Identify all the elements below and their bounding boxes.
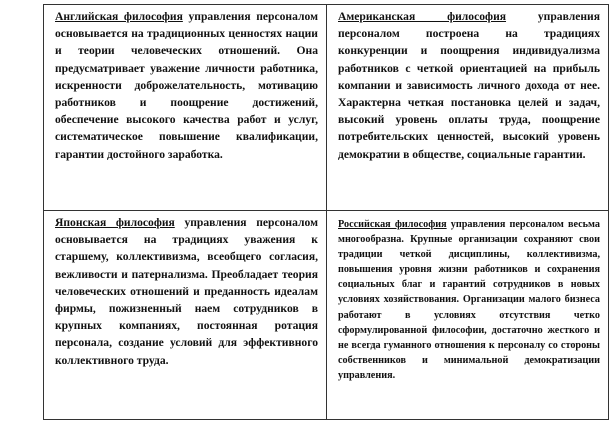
- table-cell-american: [327, 5, 608, 211]
- philosophy-table: [43, 4, 609, 420]
- cell-text: управления персоналом основывается на традиционных ценностях нации и теории человеческих отношений. Она предусматривает уважение личности работника, искренности доброжелательность, мотивацию работников и поощрение достижений, обеспечение высокого качества работ и услуг, систематическое повышение квалификации, гарантии достойного заработка.: [55, 10, 318, 161]
- cell-text: управления персоналом весьма многообразна. Крупные организации сохраняют свои традиции четкой дисциплины, коллективизма, повышения уровня жизни работников и сохранения социальных благ и гарантий сотрудников в новых условиях хозяйствования. Организации малого бизнеса работают в условиях отсутствия четко сформулированной философии, достаточно жесткого и не всегда гуманного отношения к персоналу со стороны собственников и минимальной демократизации управления.: [338, 219, 600, 381]
- cell-title: Российская философия: [338, 219, 447, 230]
- cell-text: управления персоналом основывается на традициях уважения к старшему, коллективизма, всеобщего согласия, вежливости и патернализма. Преобладает теория человеческих отношений и преданность идеалам фирмы, пожизненный наем сотрудников в крупных компаниях, постоянная ротация персонала, создание условий для эффективного коллективного труда.: [55, 216, 318, 367]
- cell-title: Английская философия: [55, 10, 183, 23]
- cell-title: Американская философия: [338, 10, 507, 23]
- cell-text: управления персоналом построена на традициях конкуренции и поощрения индивидуализма работников с четкой ориентацией на прибыль компании и зависимость личного дохода от нее. Характерна четкая постановка целей и задач, высокий уровень оплаты труда, поощрение потребительских ценностей, высокий уровень демократии в обществе, социальные гарантии.: [338, 10, 600, 161]
- table-cell-english: [44, 5, 327, 211]
- table-cell-japanese: [44, 211, 327, 419]
- cell-title: Японская философия: [55, 216, 175, 229]
- table-cell-russian: [327, 211, 608, 419]
